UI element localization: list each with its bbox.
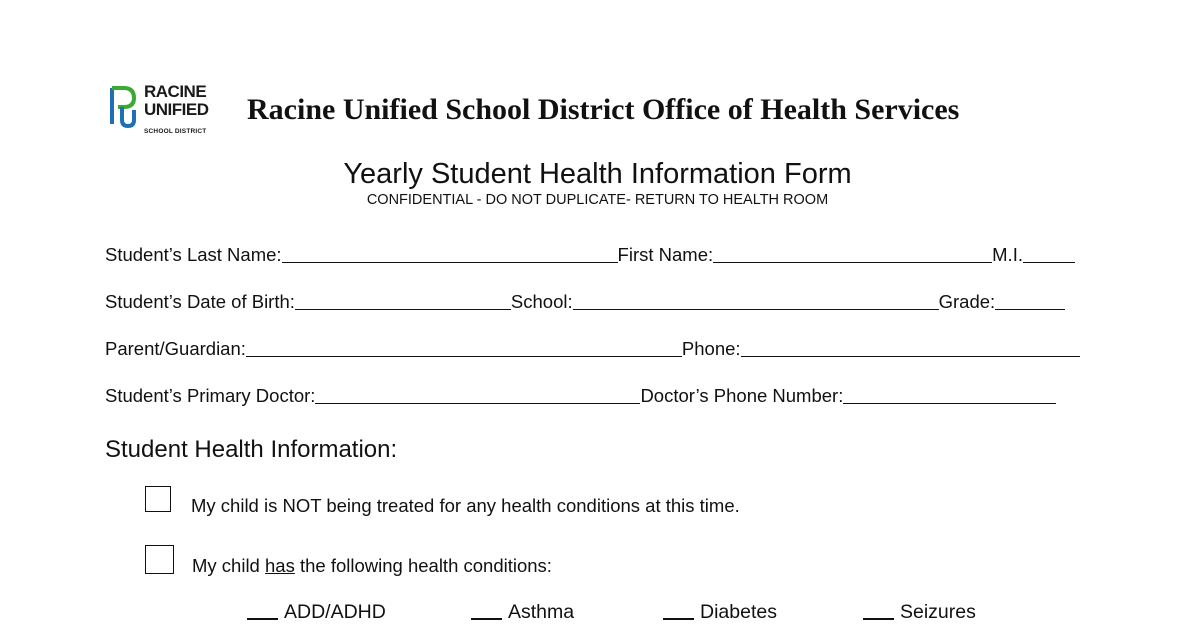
- parent-label: Parent/Guardian:: [105, 338, 246, 359]
- doctor-phone-field[interactable]: [843, 402, 1056, 404]
- has-conditions-text: [192, 555, 552, 577]
- condition-label: ADD/ADHD: [284, 601, 386, 623]
- middle-initial-label: M.I.: [992, 244, 1023, 265]
- has-conditions-emphasis: has: [265, 555, 295, 576]
- no-conditions-checkbox[interactable]: [145, 486, 171, 512]
- has-conditions-suffix: the following health conditions:: [294, 555, 552, 576]
- school-field[interactable]: [573, 308, 939, 310]
- condition-add-adhd[interactable]: [247, 601, 386, 624]
- parent-field[interactable]: [246, 355, 682, 357]
- condition-blank[interactable]: [247, 618, 278, 620]
- doctor-field[interactable]: [315, 402, 640, 404]
- phone-field[interactable]: [741, 355, 1080, 357]
- doctor-label: Student’s Primary Doctor:: [105, 385, 316, 406]
- logo-text-school-district: SCHOOL DISTRICT: [144, 128, 207, 135]
- has-conditions-checkbox[interactable]: [145, 545, 174, 574]
- first-name-field[interactable]: [713, 261, 992, 263]
- condition-label: Asthma: [508, 601, 575, 623]
- middle-initial-field[interactable]: [1023, 261, 1075, 263]
- section-heading: Student Health Information:: [105, 436, 398, 463]
- name-row: [105, 244, 1075, 266]
- condition-label: Diabetes: [700, 601, 777, 623]
- last-name-field[interactable]: [282, 261, 618, 263]
- doctor-phone-label: Doctor’s Phone Number:: [640, 385, 844, 406]
- condition-blank[interactable]: [471, 618, 502, 620]
- grade-label: Grade:: [938, 291, 996, 312]
- district-title: Racine Unified School District Office of Health Services: [247, 93, 960, 126]
- dob-label: Student’s Date of Birth:: [105, 291, 295, 312]
- condition-blank[interactable]: [663, 618, 694, 620]
- condition-diabetes[interactable]: [663, 601, 777, 624]
- form-subtitle: CONFIDENTIAL - DO NOT DUPLICATE- RETURN TO HEALTH ROOM: [366, 192, 829, 208]
- school-label: School:: [510, 291, 573, 312]
- district-logo: [108, 82, 209, 140]
- dob-field[interactable]: [295, 308, 511, 310]
- first-name-label: First Name:: [617, 244, 714, 265]
- no-conditions-text: My child is NOT being treated for any health conditions at this time.: [191, 495, 740, 516]
- has-conditions-prefix: My child: [192, 555, 265, 576]
- birth-school-row: [105, 291, 1065, 313]
- condition-asthma[interactable]: [471, 601, 574, 624]
- doctor-row: [105, 385, 1056, 407]
- parent-row: [105, 338, 1080, 360]
- last-name-label: Student’s Last Name:: [105, 244, 282, 265]
- condition-label: Seizures: [900, 601, 976, 623]
- logo-text-racine: RACINE: [144, 82, 207, 101]
- condition-blank[interactable]: [863, 618, 894, 620]
- condition-seizures[interactable]: [863, 601, 976, 624]
- grade-field[interactable]: [995, 308, 1065, 310]
- phone-label: Phone:: [681, 338, 741, 359]
- racine-unified-logo-mark-icon: [108, 84, 140, 132]
- logo-text-unified: UNIFIED: [144, 100, 209, 119]
- form-title: Yearly Student Health Information Form: [343, 158, 852, 190]
